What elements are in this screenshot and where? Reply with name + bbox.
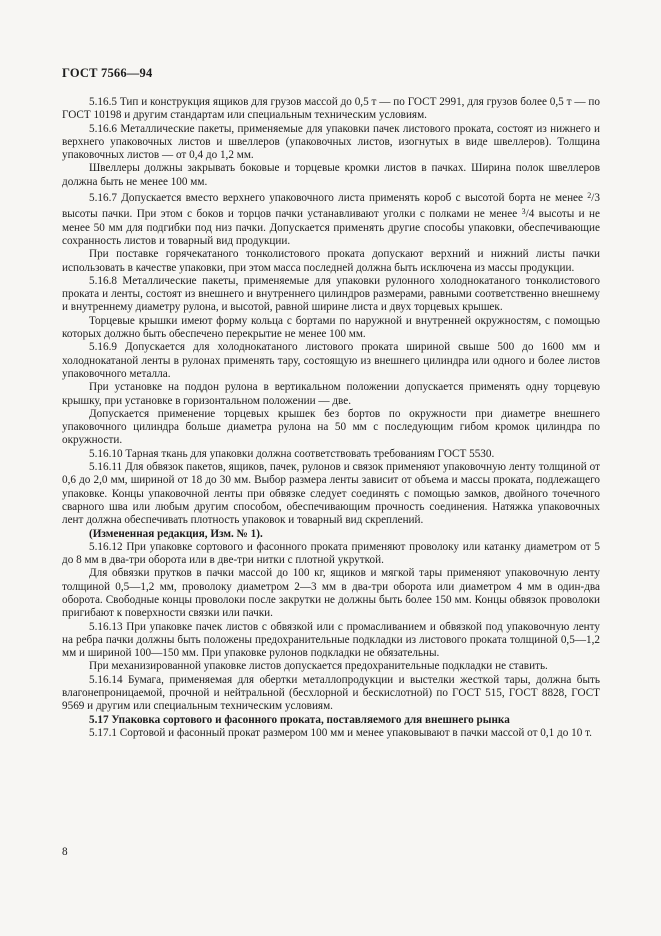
paragraph: 5.16.9 Допускается для холоднокатаного листового проката шириной свыше 500 до 1600 мм и холоднокатаной ленты в рулонах применять тару, состоящую из внешнего цилиндра или одного и более листов упаковочного металла. <box>62 341 600 380</box>
paragraph: 5.16.6 Металлические пакеты, применяемые для упаковки пачек листового проката, состоят из нижнего и верхнего упаковочных листов и швеллеров (упаковочных листов, изогнутых в виде швеллеров). Толщина упаковочных листов — от 0,4 до 1,2 мм. <box>62 122 600 162</box>
paragraph: 5.16.13 При упаковке пачек листов с обвязкой или с промасливанием и обвязкой под упаковочную ленту на ребра пачки должны быть положены предохранительные подкладки из листового проката толщиной 0,5—1,2 мм и шириной 100—150 мм. При упаковке рулонов подкладки не обязательны. <box>62 620 600 660</box>
section-heading: 5.17 Упаковка сортового и фасонного проката, поставляемого для внешнего рынка <box>89 713 510 726</box>
paragraph: 5.16.7 Допускается вместо верхнего упаковочного листа применять короб с высотой борта не менее $^2$/3 высоты пачки. При этом с боков и торцов пачки устанавливают уголки с полками не менее $^3$/4 высоты и не менее 50 мм для подгибки под низ пачки. Допускается применять другие способы упаковки, обеспечивающие сохранность листов и товарный вид продукции. <box>62 191 600 247</box>
amendment-note: (Измененная редакция, Изм. № 1). <box>89 527 263 540</box>
document-header: ГОСТ 7566—94 <box>62 66 153 80</box>
paragraph: Для обвязки прутков в пачки массой до 100 кг, ящиков и мягкой тары применяют упаковочную ленту толщиной 0,5—1,2 мм, проволоку диаметром 2—3 мм в два-три оборота или диаметром 4 мм в один-два оборота. Свободные концы проволоки после закрутки не должны быть более 150 мм. Концы обвязок проволоки пригибают к поверхности связки или пачки. <box>62 567 600 620</box>
paragraph: 5.17.1 Сортовой и фасонный прокат размером 100 мм и менее упаковывают в пачки массой от 0,1 до 10 т. <box>89 726 592 739</box>
fraction: $^2$/3 <box>587 191 600 205</box>
paragraph: При установке на поддон рулона в вертикальном положении допускается применять одну торцевую крышку, при установке в горизонтальном положении — две. <box>62 381 600 407</box>
paragraph: Допускается применение торцевых крышек без бортов по окружности при диаметре внешнего упаковочного цилиндра больше диаметра рулона на 50 мм с последующим гибом кромок цилиндра по окружности. <box>62 407 600 447</box>
paragraph: 5.16.5 Тип и конструкция ящиков для грузов массой до 0,5 т — по ГОСТ 2991, для грузов более 0,5 т — по ГОСТ 10198 и другим стандартам или специальным техническим условиям. <box>62 96 600 122</box>
paragraph: Швеллеры должны закрывать боковые и торцевые кромки листов в пачках. Ширина полок швеллеров должна быть не менее 100 мм. <box>62 162 600 188</box>
paragraph: 5.16.10 Тарная ткань для упаковки должна соответствовать требованиям ГОСТ 5530. <box>89 447 495 460</box>
document-body <box>62 96 600 740</box>
paragraph: 5.16.8 Металлические пакеты, применяемые для упаковки рулонного холоднокатаного тонколистового проката и ленты, состоят из внешнего и внутреннего цилиндров размерами, равными соответственно внешнему и внутреннему диаметру рулона, и высотой, равной ширине листа и двух торцевых крышек. <box>62 274 600 314</box>
paragraph: 5.16.14 Бумага, применяемая для обертки металлопродукции и выстелки жесткой тары, должна быть влагонепроницаемой, прочной и нейтральной (бесхлорной и бескислотной) по ГОСТ 515, ГОСТ 8828, ГОСТ 9569 и другим или специальным техническим условиям. <box>62 673 600 713</box>
page-number: 8 <box>62 846 68 858</box>
paragraph: При поставке горячекатаного тонколистового проката допускают верхний и нижний листы пачки использовать в качестве упаковки, при этом масса последней должна быть исключена из массы продукции. <box>62 248 600 274</box>
paragraph: При механизированной упаковке листов допускается предохранительные подкладки не ставить. <box>89 660 548 673</box>
paragraph: Торцевые крышки имеют форму кольца с бортами по наружной и внутренней окружностям, с помощью которых должно быть обеспечено перекрытие не менее 100 мм. <box>62 314 600 341</box>
fraction: $^3$/4 <box>521 207 535 221</box>
paragraph: 5.16.12 При упаковке сортового и фасонного проката применяют проволоку или катанку диаметром от 5 до 8 мм в два-три оборота или в две-три нитки с плотной укруткой. <box>62 540 600 567</box>
paragraph: 5.16.11 Для обвязок пакетов, ящиков, пачек, рулонов и связок применяют упаковочную ленту толщиной от 0,6 до 2,0 мм, шириной от 18 до 30 мм. Выбор размера ленты зависит от объема и массы проката, подлежащего упаковке. Концы упаковочной ленты при обвязке следует соединять с помощью замков, двойного точечного сварного шва или любым другим способом, обеспечивающим прочность соединения. Натяжка упаковочных лент должна обеспечивать плотность упаковок и товарный вид скреплений. <box>62 461 600 527</box>
